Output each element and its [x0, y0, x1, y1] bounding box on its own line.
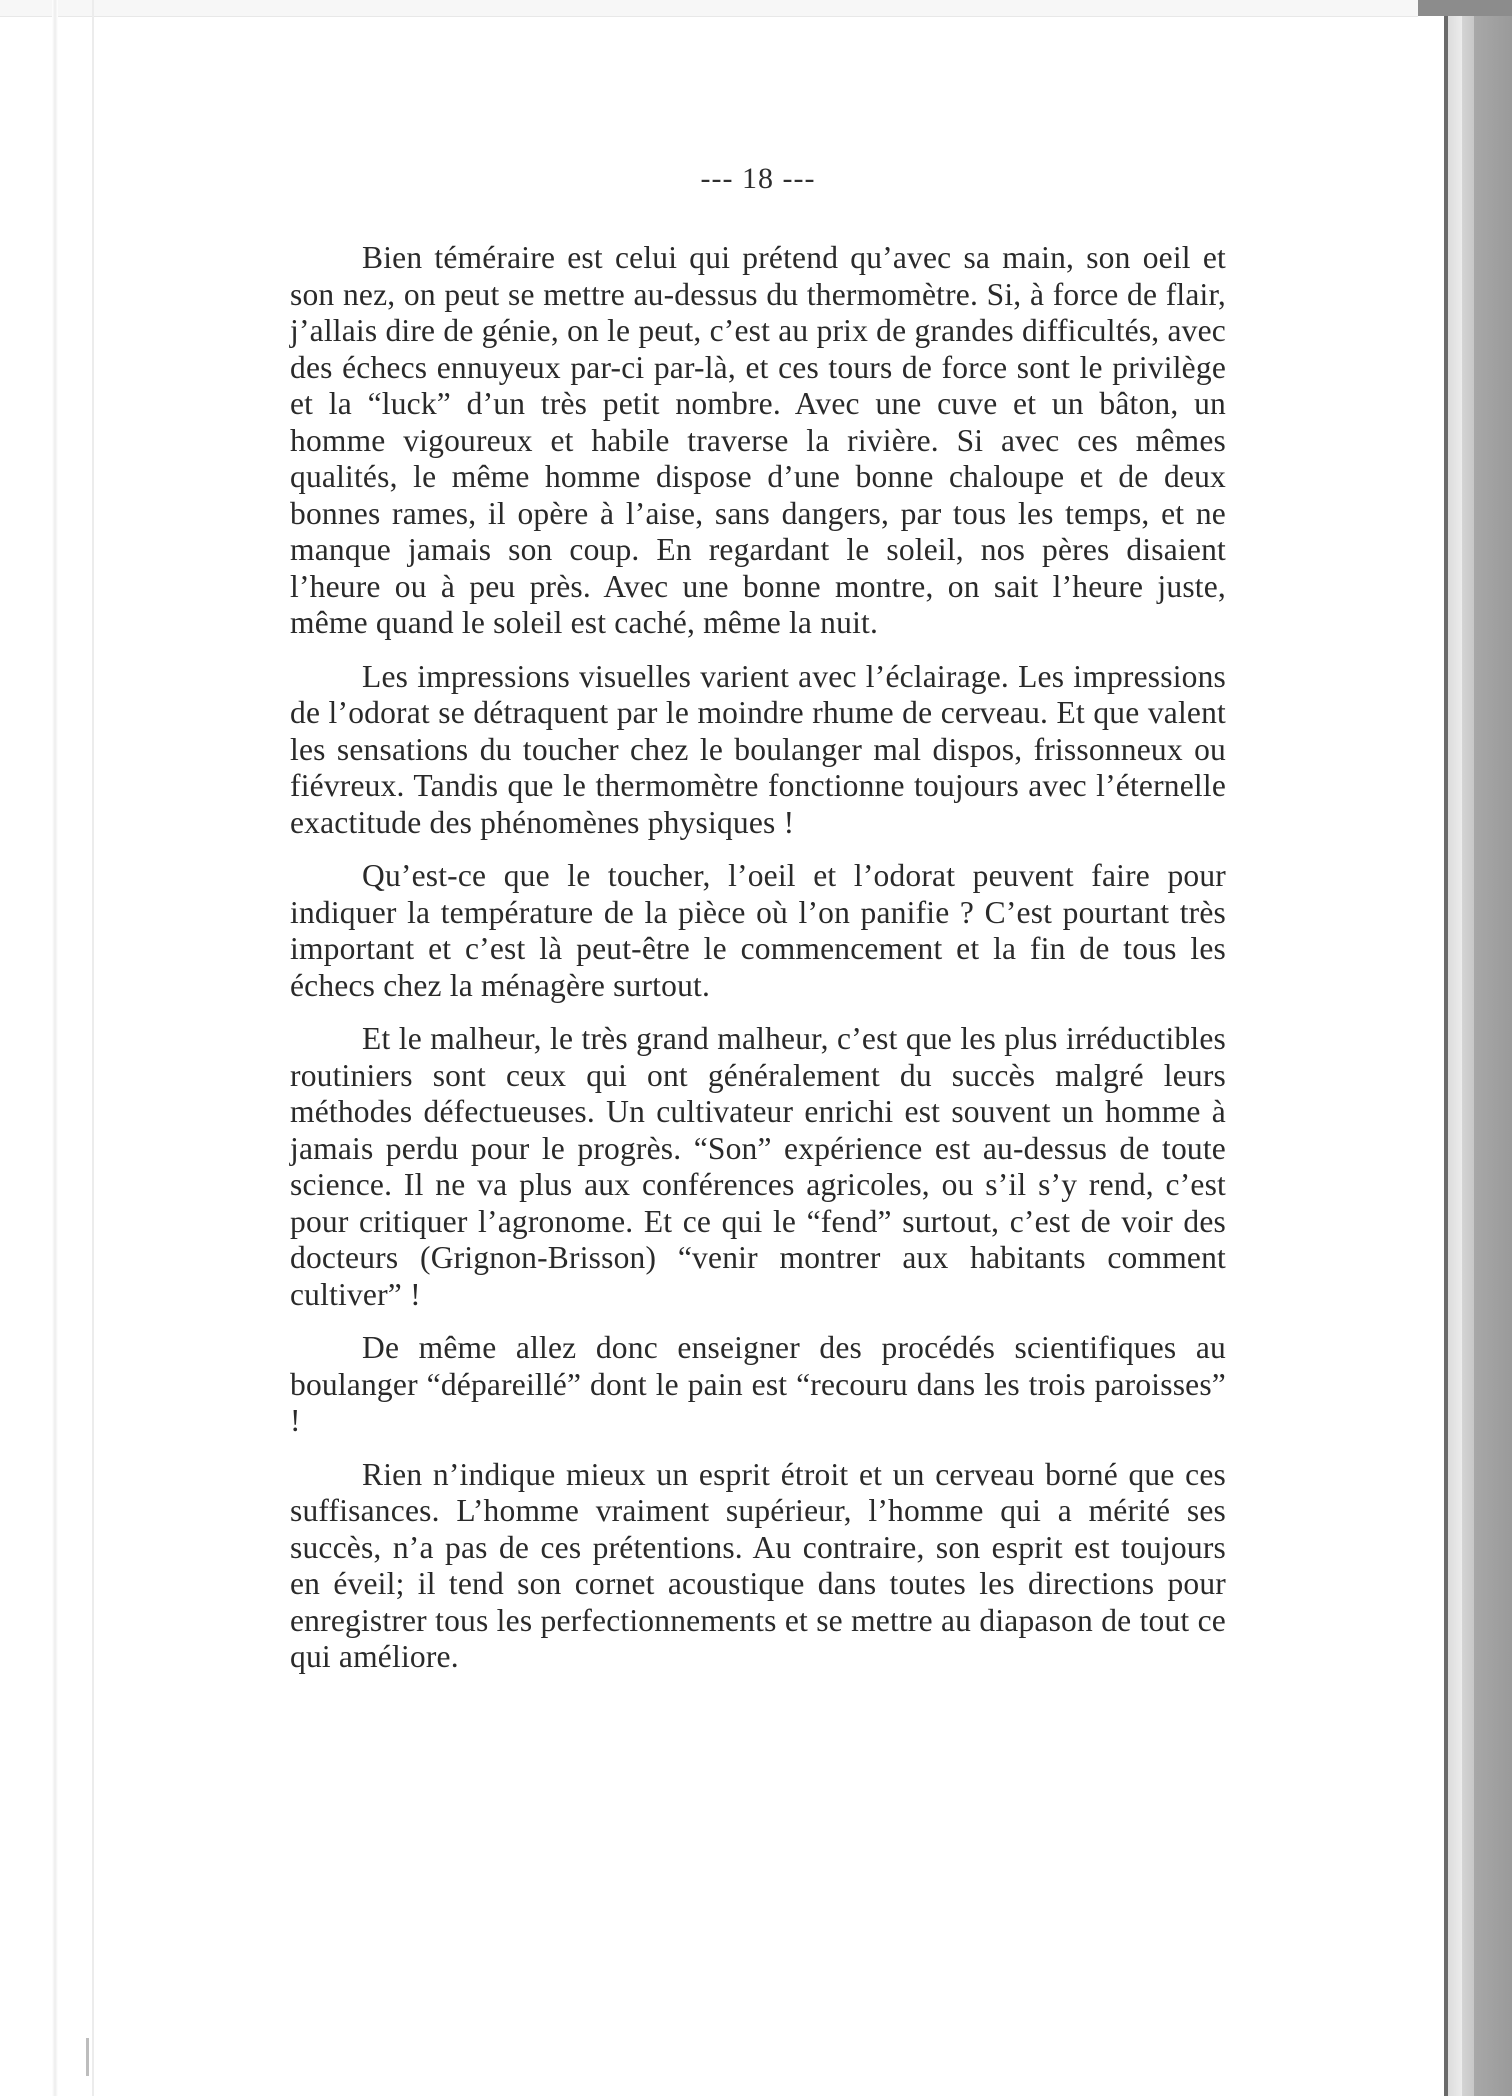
paragraph-1: Bien téméraire est celui qui prétend qu’avec sa main, son oeil et son nez, on peut se mettre au-dessus du thermomètre. Si, à force de flair, j’allais dire de génie, on le peut, c’est au prix de grandes difficultés, avec des échecs ennuyeux par-ci par-là, et ces tours de force sont le privilège et la “luck” d’un très petit nombre. Avec une cuve et un bâton, un homme vigoureux et habile traverse la rivière. Si avec ces mêmes qualités, le même homme dispose d’une bonne chaloupe et de deux bonnes rames, il opère à l’aise, sans dangers, par tous les temps, et ne manque jamais son coup. En regardant le soleil, nos pères disaient l’heure ou à peu près. Avec une bonne montre, on sait l’heure juste, même quand le soleil est caché, même la nuit. — [290, 240, 1226, 640]
paragraph-5: De même allez donc enseigner des procédés scientifiques au boulanger “dépareillé” dont le pain est “recouru dans les trois paroisses” ! — [290, 1330, 1226, 1438]
scan-margin-mark — [86, 2038, 89, 2076]
paragraph-6: Rien n’indique mieux un esprit étroit et un cerveau borné que ces suffisances. L’homme vraiment supérieur, l’homme qui a mérité ses succès, n’a pas de ces prétentions. Au contraire, son esprit est toujours en éveil; il tend son cornet acoustique dans toutes les directions pour enregistrer tous les perfectionnements et se mettre au diapason de tout ce qui améliore. — [290, 1456, 1226, 1674]
scan-top-edge — [0, 0, 1512, 17]
scan-right-edge-top — [1418, 0, 1512, 16]
paragraph-4: Et le malheur, le très grand malheur, c’est que les plus irréductibles routiniers sont ceux qui ont généralement du succès malgré leurs méthodes défectueuses. Un cultivateur enrichi est souvent un homme à jamais perdu pour le progrès. “Son” expérience est au-dessus de toute science. Il ne va plus aux conférences agricoles, ou s’il s’y rend, c’est pour critiquer l’agronome. Et ce qui le “fend” surtout, c’est de voir des docteurs (Grignon-Brisson) “venir montrer aux habitants comment cultiver” ! — [290, 1021, 1226, 1312]
book-page — [290, 162, 1226, 1693]
page-number: --- 18 --- — [700, 162, 816, 195]
paragraph-3: Qu’est-ce que le toucher, l’oeil et l’odorat peuvent faire pour indiquer la température de la pièce où l’on panifie ? C’est pourtant très important et c’est là peut-être le commencement et la fin de tous les échecs chez la ménagère surtout. — [290, 858, 1226, 1003]
scan-left-shadow — [52, 0, 58, 2096]
paragraph-2: Les impressions visuelles varient avec l’éclairage. Les impressions de l’odorat se détraquent par le moindre rhume de cerveau. Et que valent les sensations du toucher chez le boulanger mal dispos, frissonneux ou fiévreux. Tandis que le thermomètre fonctionne toujours avec l’éternelle exactitude des phénomènes physiques ! — [290, 658, 1226, 840]
scan-gutter-line — [92, 0, 94, 2096]
scan-right-edge — [1418, 0, 1512, 2096]
